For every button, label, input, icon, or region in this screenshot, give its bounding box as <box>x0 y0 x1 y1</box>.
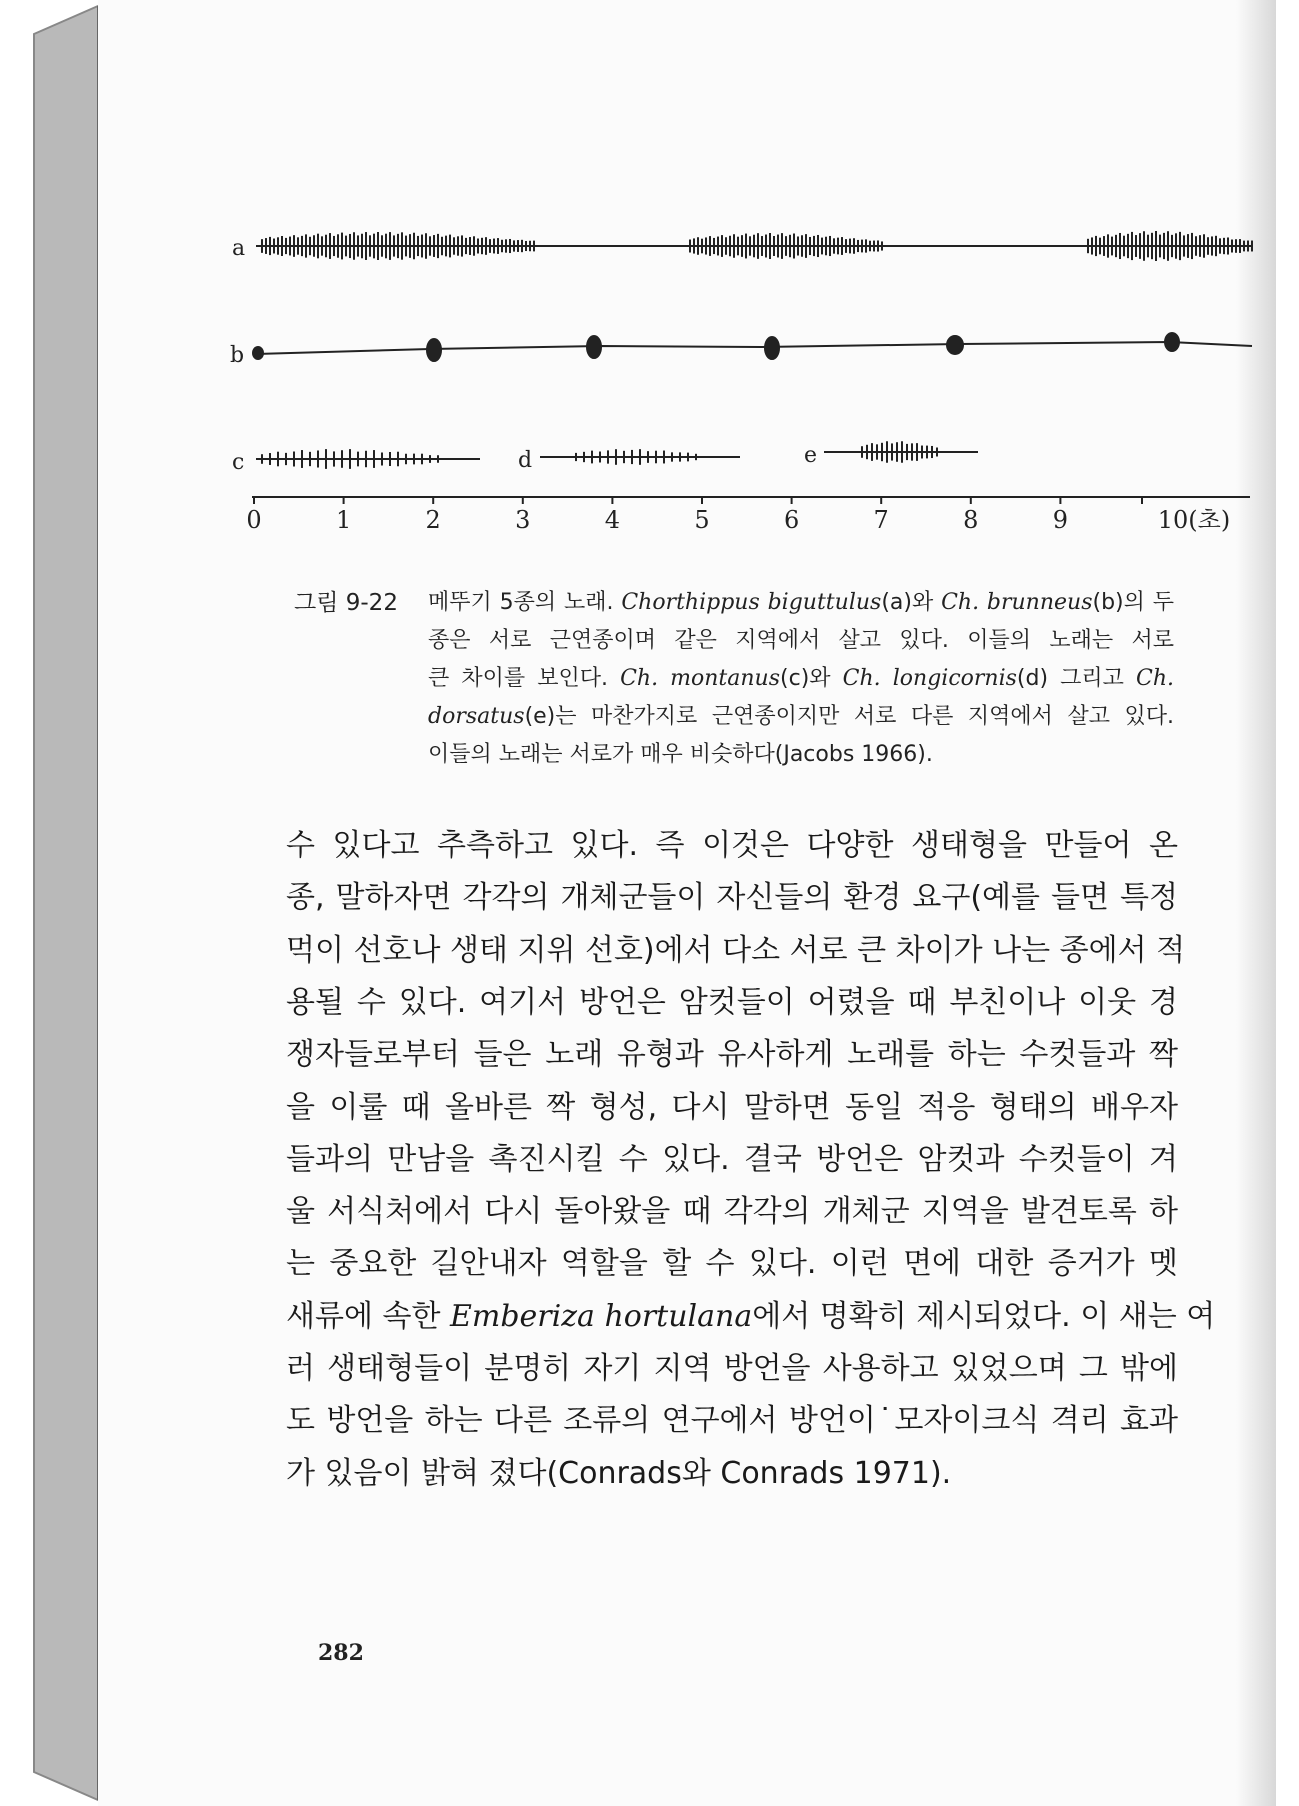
body-line-6: 을 이룰 때 올바른 짝 형성, 다시 말하면 동일 적응 형태의 배우자 <box>286 1089 1178 1125</box>
body-line-12: 도 방언을 하는 다른 조류의 연구에서 방언이˙모자이크식 격리 효과 <box>286 1403 1178 1439</box>
axis-tick-label: 1 <box>335 506 352 534</box>
time-axis <box>252 497 1250 504</box>
axis-tick-label: 6 <box>783 506 800 534</box>
page-number: 282 <box>318 1640 364 1666</box>
body-line-11: 러 생태형들이 분명히 자기 지역 방언을 사용하고 있었으며 그 밖에 <box>286 1351 1178 1386</box>
caption-label: 그림 9-22 <box>294 590 398 616</box>
song-oscillogram-figure <box>0 0 1299 560</box>
track-label-a: a <box>232 236 246 261</box>
track-a-burst-1 <box>262 232 534 260</box>
body-line-5: 쟁자들로부터 들은 노래 유형과 유사하게 노래를 하는 수컷들과 짝 <box>286 1037 1178 1073</box>
body-line-13: 가 있음이 밝혀 졌다(Conrads와 Conrads 1971). <box>286 1455 952 1491</box>
caption-line-2: 종은 서로 근연종이며 같은 지역에서 살고 있다. 이들의 노래는 서로 <box>428 628 1174 653</box>
axis-tick-label: 5 <box>694 506 710 534</box>
body-line-2: 종, 말하자면 각각의 개체군들이 자신들의 환경 요구(예를 들면 특정 <box>286 880 1178 916</box>
track-label-b: b <box>230 343 245 368</box>
caption-line-3: 큰 차이를 보인다. Ch. montanus(c)와 Ch. longicornis(d) 그리고 Ch. <box>428 666 1174 691</box>
axis-tick-label: 10(초) <box>1157 506 1231 534</box>
axis-tick-label: 0 <box>246 506 262 534</box>
body-line-9: 는 중요한 길안내자 역할을 할 수 있다. 이런 면에 대한 증거가 멧 <box>286 1246 1178 1282</box>
caption-line-5: 이들의 노래는 서로가 매우 비슷하다(Jacobs 1966). <box>428 742 933 767</box>
body-line-10: 새류에 속한 Emberiza hortulana에서 명확히 제시되었다. 이 새는 여 <box>286 1298 1216 1334</box>
axis-tick-label: 4 <box>604 506 621 534</box>
track-label-e: e <box>804 443 818 468</box>
track-label-d: d <box>518 448 533 473</box>
body-line-4: 용될 수 있다. 여기서 방언은 암컷들이 어렸을 때 부친이나 이웃 경 <box>286 984 1178 1020</box>
track-b-trace <box>253 333 1252 361</box>
axis-tick-label: 9 <box>1052 506 1069 534</box>
axis-tick-label: 2 <box>425 506 441 534</box>
body-line-8: 울 서식처에서 다시 돌아왔을 때 각각의 개체군 지역을 발견토록 하 <box>286 1194 1178 1230</box>
caption-line-1: 메뚜기 5종의 노래. Chorthippus biguttulus(a)와 Ch. brunneus(b)의 두 <box>428 590 1174 615</box>
track-a-burst-2 <box>690 233 882 259</box>
body-line-7: 들과의 만남을 촉진시킬 수 있다. 결국 방언은 암컷과 수컷들이 겨 <box>286 1141 1178 1177</box>
track-label-c: c <box>232 450 245 475</box>
body-line-1: 수 있다고 추측하고 있다. 즉 이것은 다양한 생태형을 만들어 온 <box>286 828 1178 863</box>
caption-line-4: dorsatus(e)는 마찬가지로 근연종이지만 서로 다른 지역에서 살고 있다. <box>428 704 1174 729</box>
axis-tick-label: 8 <box>963 506 979 534</box>
body-line-3: 먹이 선호나 생태 지위 선호)에서 다소 서로 큰 차이가 나는 종에서 적 <box>286 932 1186 968</box>
axis-tick-label: 7 <box>873 506 889 534</box>
axis-tick-label: 3 <box>515 506 531 534</box>
